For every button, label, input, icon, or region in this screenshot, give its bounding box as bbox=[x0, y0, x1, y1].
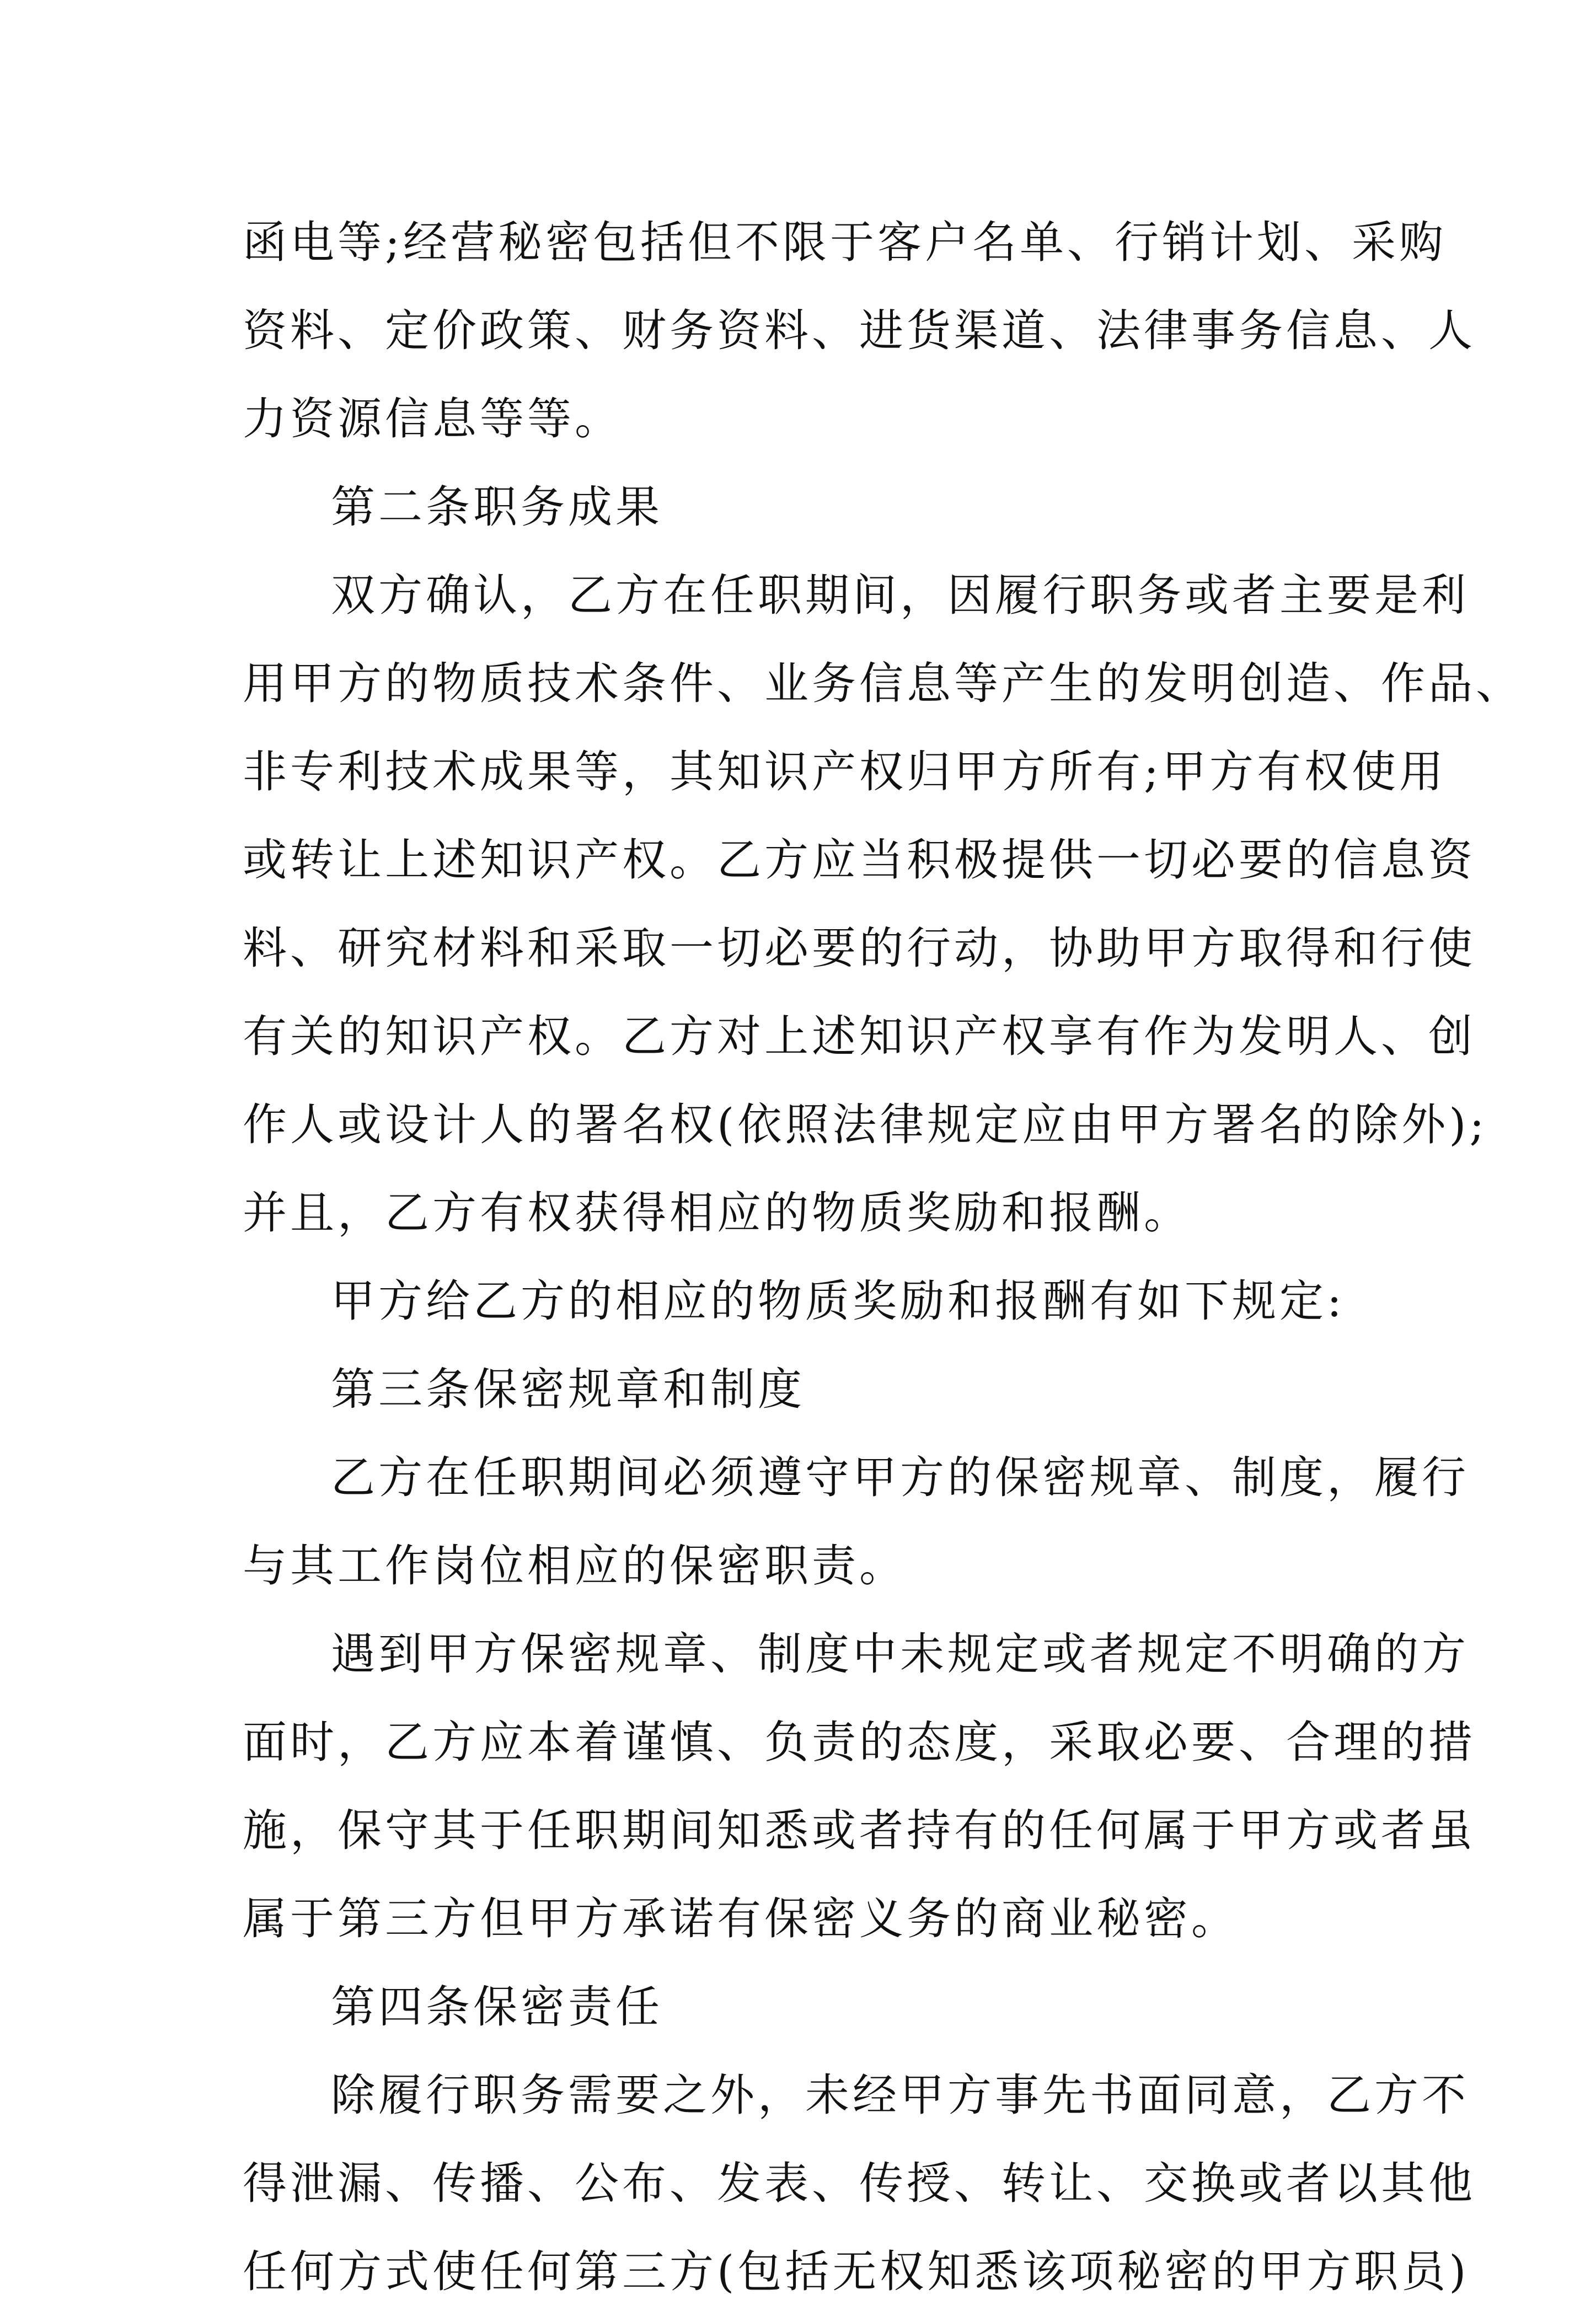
text-line: 用甲方的物质技术条件、业务信息等产生的发明创造、作品、 bbox=[243, 658, 1523, 709]
text-line: 料、研究材料和采取一切必要的行动，协助甲方取得和行使 bbox=[243, 923, 1476, 974]
text-line: 并且，乙方有权获得相应的物质奖励和报酬。 bbox=[243, 1187, 1191, 1239]
text-line: 或转让上述知识产权。乙方应当积极提供一切必要的信息资 bbox=[243, 834, 1476, 886]
document-body bbox=[243, 199, 1523, 2316]
text-line: 双方确认，乙方在任职期间，因履行职务或者主要是利 bbox=[331, 570, 1469, 621]
text-line: 施，保守其于任职期间知悉或者持有的任何属于甲方或者虽 bbox=[243, 1805, 1476, 1856]
text-line: 遇到甲方保密规章、制度中未规定或者规定不明确的方 bbox=[331, 1628, 1469, 1680]
text-line: 力资源信息等等。 bbox=[243, 393, 622, 444]
text-line: 任何方式使任何第三方(包括无权知悉该项秘密的甲方职员) bbox=[243, 2246, 1470, 2297]
section-heading: 第四条保密责任 bbox=[331, 1981, 663, 2033]
text-line: 有关的知识产权。乙方对上述知识产权享有作为发明人、创 bbox=[243, 1011, 1476, 1062]
text-line: 乙方在任职期间必须遵守甲方的保密规章、制度，履行 bbox=[331, 1452, 1469, 1503]
text-line: 属于第三方但甲方承诺有保密义务的商业秘密。 bbox=[243, 1893, 1239, 1944]
section-heading: 第二条职务成果 bbox=[331, 481, 663, 533]
text-line: 作人或设计人的署名权(依照法律规定应由甲方署名的除外); bbox=[243, 1099, 1488, 1150]
text-line: 资料、定价政策、财务资料、进货渠道、法律事务信息、人 bbox=[243, 305, 1476, 356]
text-line: 得泄漏、传播、公布、发表、传授、转让、交换或者以其他 bbox=[243, 2158, 1476, 2209]
section-heading: 第三条保密规章和制度 bbox=[331, 1364, 805, 1415]
text-line: 与其工作岗位相应的保密职责。 bbox=[243, 1540, 907, 1591]
text-line: 除履行职务需要之外，未经甲方事先书面同意，乙方不 bbox=[331, 2070, 1469, 2121]
text-line: 甲方给乙方的相应的物质奖励和报酬有如下规定: bbox=[331, 1275, 1345, 1327]
text-line: 面时，乙方应本着谨慎、负责的态度，采取必要、合理的措 bbox=[243, 1717, 1476, 1768]
text-line: 函电等;经营秘密包括但不限于客户名单、行销计划、采购 bbox=[243, 217, 1447, 268]
text-line: 非专利技术成果等，其知识产权归甲方所有;甲方有权使用 bbox=[243, 746, 1447, 797]
